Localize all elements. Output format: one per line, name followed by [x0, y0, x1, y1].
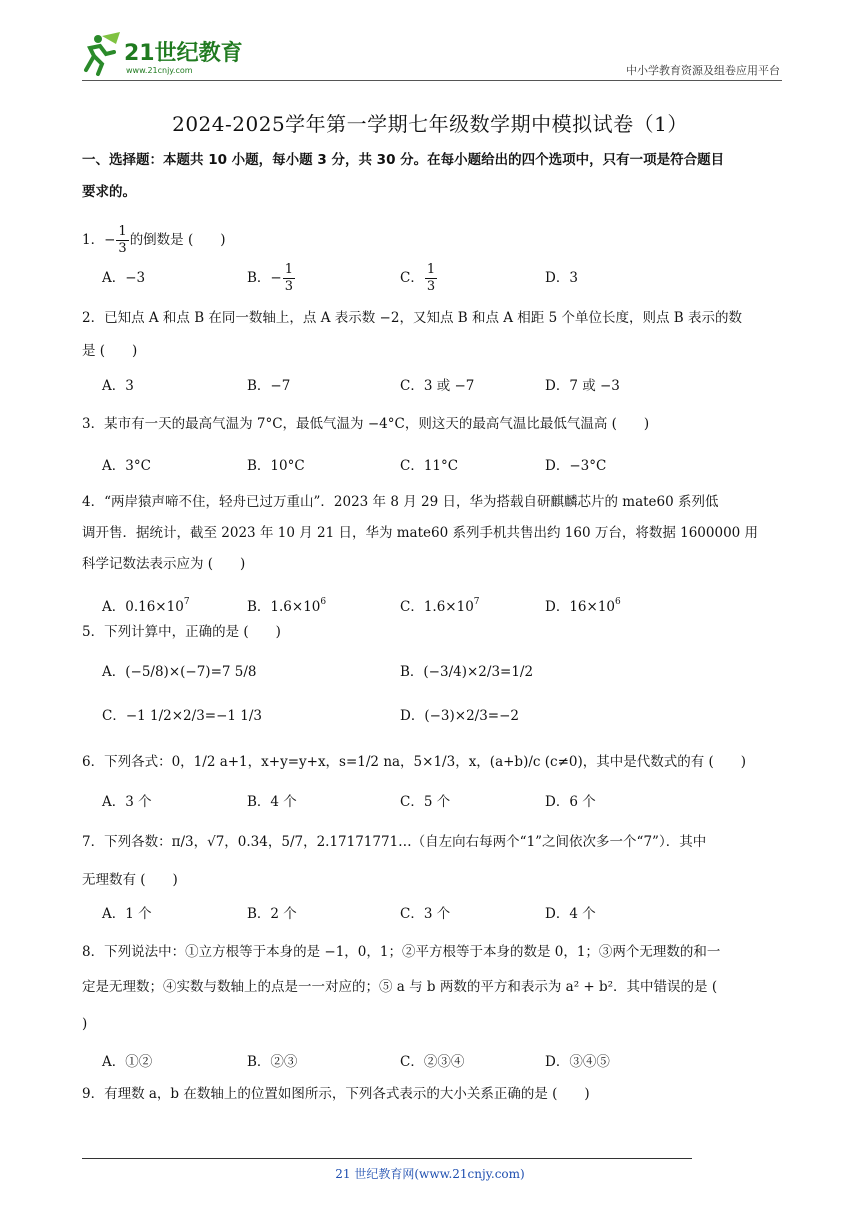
q4-c-base: C．1.6×10: [400, 599, 474, 615]
q3-option-b[interactable]: B．10°C: [247, 458, 305, 474]
footer-divider: [82, 1158, 692, 1159]
q5-option-b[interactable]: B．(−3/4)×2/3=1/2: [400, 664, 534, 680]
q4-option-c[interactable]: [400, 592, 480, 617]
q8-option-d[interactable]: D．③④⑤: [545, 1054, 610, 1070]
q1-option-d[interactable]: D．3: [545, 270, 578, 286]
q2-option-d[interactable]: D．7 或 −3: [545, 378, 620, 394]
q7-option-b[interactable]: B．2 个: [247, 906, 297, 922]
header-divider: [82, 80, 782, 81]
q1-b-label: B．−: [247, 270, 282, 286]
q4-option-d[interactable]: [545, 592, 621, 617]
q5-option-d[interactable]: D．(−3)×2/3=−2: [400, 708, 520, 724]
svg-text:www.21cnjy.com: www.21cnjy.com: [126, 66, 193, 75]
footer-text: 21 世纪教育网(www.21cnjy.com): [335, 1167, 525, 1181]
q8-option-a[interactable]: A．①②: [102, 1054, 153, 1070]
q1-fraction: [116, 224, 128, 257]
q4-a-base: A．0.16×10: [102, 599, 184, 615]
question-8-line1: 8．下列说法中：①立方根等于本身的是 −1，0，1；②平方根等于本身的数是 0，1；③两个无理数的和一: [82, 944, 721, 960]
question-4-line2: 调开售．据统计，截至 2023 年 10 月 21 日，华为 mate60 系列手机共售出约 160 万台，将数据 1600000 用: [82, 525, 759, 541]
q2-option-a[interactable]: A．3: [102, 378, 134, 394]
section-instructions-line1: 一、选择题：本题共 10 小题，每小题 3 分，共 30 分。在每小题给出的四个选项中，只有一项是符合题目: [82, 152, 725, 168]
q3-option-d[interactable]: D．−3°C: [545, 458, 607, 474]
q1-option-c[interactable]: [400, 262, 438, 295]
q5-option-c[interactable]: C．−1 1/2×2/3=−1 1/3: [102, 708, 263, 724]
q4-d-exp: 6: [615, 597, 621, 607]
q7-option-a[interactable]: A．1 个: [102, 906, 152, 922]
q1-option-b[interactable]: [247, 262, 296, 295]
question-7-line2: 无理数有 ( ): [82, 872, 178, 888]
question-4-line1: 4．“两岸猿声啼不住，轻舟已过万重山”．2023 年 8 月 29 日，华为搭载自研麒麟芯片的 mate60 系列低: [82, 494, 719, 510]
question-2-line2: 是 ( ): [82, 343, 138, 359]
page-header: [80, 30, 780, 80]
q1-c-fraction: [425, 262, 437, 295]
q1-c-label: C．: [400, 270, 424, 286]
q1-b-den: 3: [284, 279, 294, 294]
section-instructions-line2: 要求的。: [82, 184, 136, 200]
q6-option-c[interactable]: C．5 个: [400, 794, 451, 810]
question-4-line3: 科学记数法表示应为 ( ): [82, 556, 246, 572]
q6-option-a[interactable]: A．3 个: [102, 794, 152, 810]
q1-c-num: 1: [426, 262, 436, 277]
runner-icon: [86, 32, 120, 74]
q1-frac-den: 3: [118, 241, 127, 256]
q2-option-b[interactable]: B．−7: [247, 378, 291, 394]
question-5: 5．下列计算中，正确的是 ( ): [82, 624, 281, 640]
question-6: 6．下列各式：0，1/2 a+1，x+y=y+x，s=1/2 na，5×1/3，x，(a+b)/c (c≠0)，其中是代数式的有 ( ): [82, 754, 747, 770]
q1-text: 的倒数是 ( ): [129, 232, 226, 248]
q4-option-b[interactable]: [247, 592, 326, 617]
q4-c-exp: 7: [473, 597, 480, 607]
platform-label: 中小学教育资源及组卷应用平台: [626, 64, 780, 77]
q8-option-c[interactable]: C．②③④: [400, 1054, 465, 1070]
q7-option-c[interactable]: C．3 个: [400, 906, 451, 922]
q3-option-c[interactable]: C．11°C: [400, 458, 459, 474]
q1-frac-num: 1: [118, 224, 127, 239]
q1-option-a[interactable]: A．−3: [102, 270, 146, 286]
q1-number: 1．: [82, 232, 105, 248]
q6-option-d[interactable]: D．6 个: [545, 794, 596, 810]
q1-b-num: 1: [284, 262, 294, 277]
q3-option-a[interactable]: A．3°C: [102, 458, 151, 474]
q1-b-fraction: [283, 262, 295, 295]
q5-option-a[interactable]: A．(−5/8)×(−7)=7 5/8: [102, 664, 257, 680]
q8-option-b[interactable]: B．②③: [247, 1054, 298, 1070]
q1-c-den: 3: [426, 279, 436, 294]
question-8-line2: 定是无理数；④实数与数轴上的点是一一对应的；⑤ a 与 b 两数的平方和表示为 a² + b²．其中错误的是 (: [82, 979, 718, 995]
q2-option-c[interactable]: C．3 或 −7: [400, 378, 475, 394]
site-logo: [80, 30, 250, 78]
question-9: 9．有理数 a，b 在数轴上的位置如图所示，下列各式表示的大小关系正确的是 ( ): [82, 1086, 590, 1102]
exam-title: 2024-2025学年第一学期七年级数学期中模拟试卷（1）: [172, 112, 688, 136]
q7-option-d[interactable]: D．4 个: [545, 906, 596, 922]
question-3: 3．某市有一天的最高气温为 7°C，最低气温为 −4°C，则这天的最高气温比最低气温高 ( ): [82, 416, 650, 432]
q1-neg: −: [104, 232, 116, 248]
svg-text:21世纪教育: 21世纪教育: [124, 41, 243, 66]
question-8-line3: ): [82, 1016, 88, 1032]
q4-d-base: D．16×10: [545, 599, 615, 615]
q4-a-exp: 7: [183, 597, 190, 607]
q4-b-base: B．1.6×10: [247, 599, 321, 615]
q4-b-exp: 6: [320, 597, 327, 607]
question-1: [82, 224, 782, 257]
question-7-line1: 7．下列各数：π/3，√7，0.34，5/7，2.17171771…（自左向右每两个“1”之间依次多一个“7”）．其中: [82, 834, 707, 850]
question-2-line1: 2．已知点 A 和点 B 在同一数轴上，点 A 表示数 −2，又知点 B 和点 A 相距 5 个单位长度，则点 B 表示的数: [82, 310, 742, 326]
q4-option-a[interactable]: [102, 592, 190, 617]
q6-option-b[interactable]: B．4 个: [247, 794, 297, 810]
